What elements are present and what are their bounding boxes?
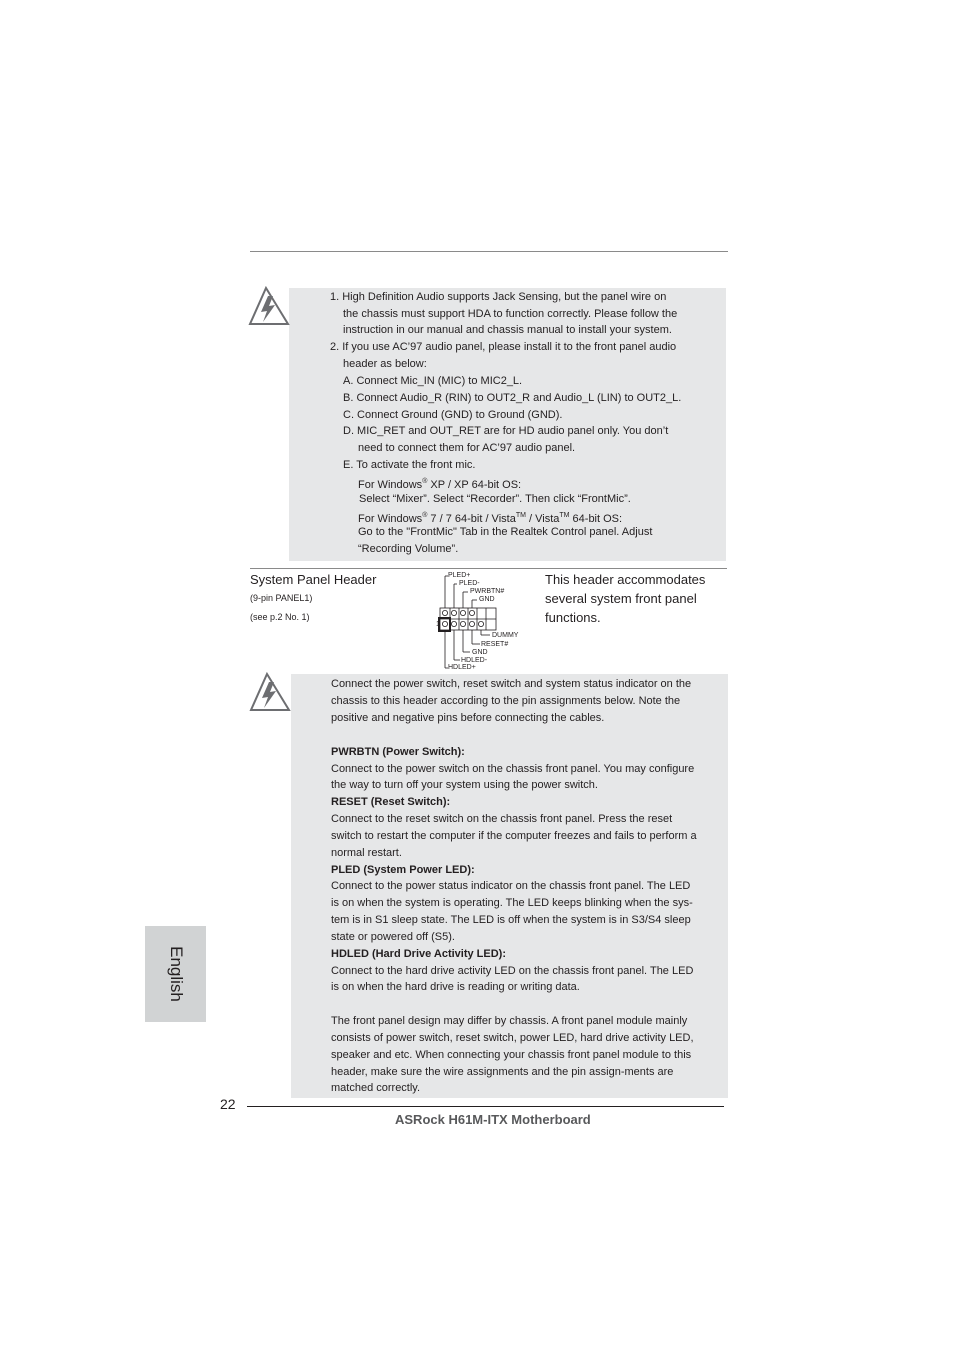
panel-note-line: the way to turn off your system using the power switch. bbox=[331, 779, 598, 791]
panel-note-line: Connect to the power switch on the chassis front panel. You may configure bbox=[331, 763, 695, 775]
panel-note-line: chassis to this header according to the pin assignments below. Note the bbox=[331, 695, 681, 707]
panel-note-line: Connect to the reset switch on the chassis front panel. Press the reset bbox=[331, 813, 673, 825]
pin-label-hdled-plus: HDLED+ bbox=[448, 664, 476, 671]
pin-label-pwrbtn: PWRBTN# bbox=[470, 588, 505, 595]
audio-note-line: need to connect them for AC’97 audio panel. bbox=[358, 442, 576, 454]
pin-one-label: 1 bbox=[436, 621, 440, 628]
hdled-heading: HDLED (Hard Drive Activity LED): bbox=[331, 948, 507, 960]
footer-rule bbox=[247, 1106, 724, 1107]
pin-label-hdled-minus: HDLED- bbox=[461, 657, 488, 664]
page-number: 22 bbox=[220, 1096, 236, 1112]
windows-xp-instruction: Select “Mixer”. Select “Recorder”. Then click “FrontMic”. bbox=[359, 493, 631, 505]
trademark-mark: TM bbox=[559, 512, 570, 519]
system-panel-title: System Panel Header bbox=[250, 572, 377, 587]
registered-mark: ® bbox=[422, 512, 428, 519]
panel-note-line: Connect to the hard drive activity LED on the chassis front panel. The LED bbox=[331, 965, 694, 977]
audio-note-line: the chassis must support HDA to function correctly. Please follow the bbox=[343, 308, 678, 320]
audio-note-line: E. To activate the front mic. bbox=[343, 459, 476, 471]
pwrbtn-heading: PWRBTN (Power Switch): bbox=[331, 746, 465, 758]
pin-label-pled-minus: PLED- bbox=[459, 580, 480, 587]
panel-note-line: positive and negative pins before connecting the cables. bbox=[331, 712, 605, 724]
footer-product: ASRock H61M-ITX Motherboard bbox=[395, 1112, 591, 1127]
panel-note-line: header, make sure the wire assignments and the pin assign-ments are bbox=[331, 1066, 674, 1078]
panel-note-line: matched correctly. bbox=[331, 1082, 421, 1094]
top-rule bbox=[250, 251, 728, 252]
pin-label-reset: RESET# bbox=[481, 641, 509, 648]
warning-icon bbox=[248, 286, 290, 326]
trademark-mark: TM bbox=[515, 512, 526, 519]
audio-note-line: D. MIC_RET and OUT_RET are for HD audio panel only. You don’t bbox=[343, 425, 669, 437]
audio-note-line: 1. High Definition Audio supports Jack Sensing, but the panel wire on bbox=[330, 291, 667, 303]
audio-note-line: header as below: bbox=[343, 358, 427, 370]
windows-7-suffix: 64-bit OS: bbox=[569, 513, 623, 525]
warning-icon bbox=[249, 672, 291, 712]
pin-label-pled-plus: PLED+ bbox=[448, 572, 471, 579]
panel-note-line: speaker and etc. When connecting your chassis front panel module to this bbox=[331, 1049, 692, 1061]
pled-heading: PLED (System Power LED): bbox=[331, 864, 475, 876]
language-tab-label: English bbox=[166, 946, 186, 1002]
panel-note-line: switch to restart the computer if the computer freezes and fails to perform a bbox=[331, 830, 697, 842]
see-page-label: (see p.2 No. 1) bbox=[250, 612, 310, 622]
reset-heading: RESET (Reset Switch): bbox=[331, 796, 451, 808]
windows-7-instruction: “Recording Volume”. bbox=[358, 543, 459, 555]
windows-xp-suffix: XP / XP 64-bit OS: bbox=[427, 479, 522, 491]
vista-label: / Vista bbox=[525, 513, 560, 525]
panel-note-line: normal restart. bbox=[331, 847, 402, 859]
pin-label-dummy: DUMMY bbox=[492, 632, 519, 639]
registered-mark: ® bbox=[422, 478, 428, 485]
audio-note-line: B. Connect Audio_R (RIN) to OUT2_R and Audio_L (LIN) to OUT2_L. bbox=[343, 392, 682, 404]
panel-note-line: Connect to the power status indicator on the chassis front panel. The LED bbox=[331, 880, 691, 892]
panel-note-line: Connect the power switch, reset switch and system status indicator on the bbox=[331, 678, 692, 690]
audio-note-line: A. Connect Mic_IN (MIC) to MIC2_L. bbox=[343, 375, 523, 387]
windows-7-instruction: Go to the "FrontMic" Tab in the Realtek Control panel. Adjust bbox=[358, 526, 653, 538]
audio-note-line: 2. If you use AC’97 audio panel, please install it to the front panel audio bbox=[330, 341, 677, 353]
panel-note-line: The front panel design may differ by chassis. A front panel module mainly bbox=[331, 1015, 688, 1027]
windows-xp-prefix: For Windows bbox=[358, 479, 423, 491]
section-rule bbox=[250, 568, 727, 569]
windows-7-prefix: For Windows bbox=[358, 513, 423, 525]
system-panel-description: functions. bbox=[545, 610, 601, 625]
language-tab bbox=[145, 926, 206, 1022]
panel-note-line: state or powered off (S5). bbox=[331, 931, 455, 943]
panel-note-line: is on when the hard drive is reading or writing data. bbox=[331, 981, 580, 993]
windows-7-versions: 7 / 7 64-bit / Vista bbox=[427, 513, 516, 525]
audio-note-line: instruction in our manual and chassis manual to install your system. bbox=[343, 324, 672, 336]
system-panel-description: This header accommodates bbox=[545, 572, 706, 587]
pin-count-label: (9-pin PANEL1) bbox=[250, 593, 313, 603]
panel-note-line: tem is in S1 sleep state. The LED is off when the system is in S3/S4 sleep bbox=[331, 914, 691, 926]
audio-note-line: C. Connect Ground (GND) to Ground (GND). bbox=[343, 409, 563, 421]
panel-note-line: is on when the system is operating. The LED keeps blinking when the sys- bbox=[331, 897, 693, 909]
pin-label-gnd-top: GND bbox=[479, 596, 495, 603]
pin-label-gnd-bottom: GND bbox=[472, 649, 488, 656]
system-panel-description: several system front panel bbox=[545, 591, 697, 606]
panel-note-line: consists of power switch, reset switch, power LED, hard drive activity LED, bbox=[331, 1032, 694, 1044]
